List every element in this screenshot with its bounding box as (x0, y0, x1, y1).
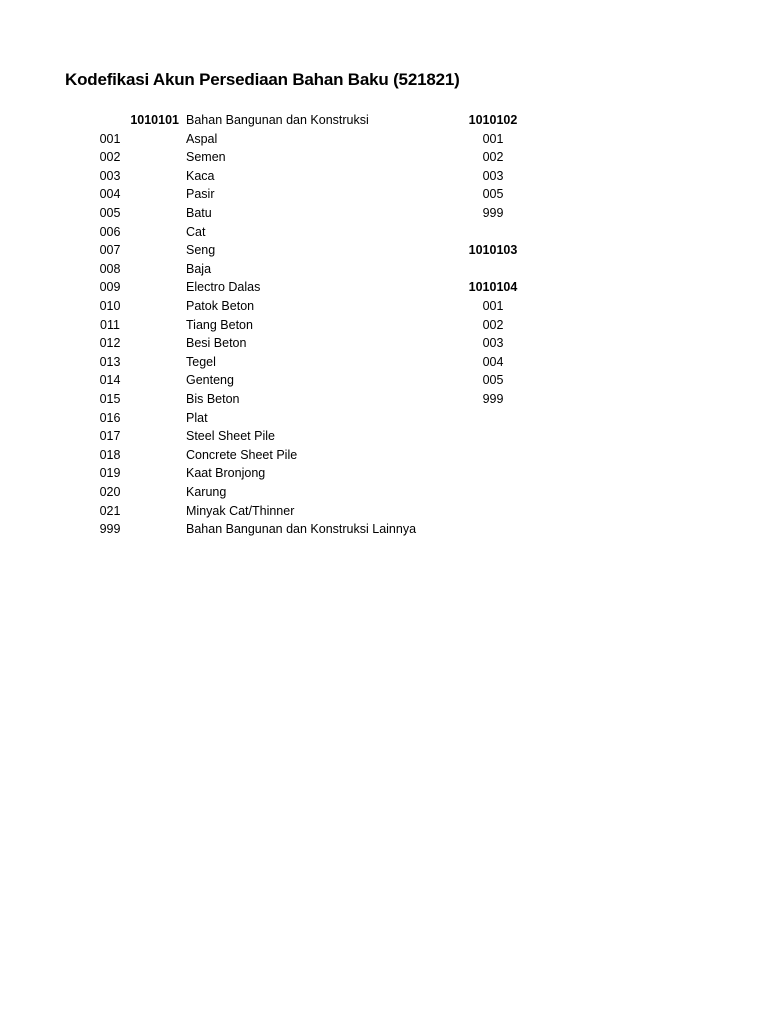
item-code: 002 (99, 150, 121, 165)
right-column-row (0, 278, 768, 297)
table-row (0, 446, 440, 465)
item-code: 021 (99, 503, 121, 518)
table-row (0, 483, 440, 502)
right-item-code: 999 (482, 206, 504, 220)
item-name: Plat (186, 410, 208, 425)
item-name: Concrete Sheet Pile (186, 447, 298, 462)
item-name: Tiang Beton (186, 317, 253, 332)
right-item-code: 002 (482, 317, 504, 332)
right-column-row (0, 111, 768, 130)
right-item-code: 005 (482, 187, 504, 202)
right-item-code: 999 (482, 392, 504, 406)
right-group-code: 1010103 (468, 243, 518, 258)
item-code: 018 (99, 447, 121, 462)
right-item-code: 003 (482, 336, 504, 351)
item-code: 019 (99, 466, 121, 481)
right-column-row (0, 353, 768, 372)
right-column-row (0, 148, 768, 167)
table-row (0, 520, 440, 539)
right-column-row (0, 223, 768, 242)
item-name: Bis Beton (186, 392, 240, 406)
item-code: 010 (99, 299, 121, 313)
item-code: 017 (99, 429, 121, 444)
item-code: 007 (99, 243, 121, 258)
table-row (0, 464, 440, 483)
item-name: Karung (186, 485, 227, 499)
item-code: 009 (99, 280, 121, 295)
right-item-code: 001 (482, 131, 504, 146)
item-name: Pasir (186, 187, 215, 202)
right-column-row (0, 204, 768, 223)
item-name: Kaat Bronjong (186, 466, 266, 481)
right-group-code: 1010104 (468, 280, 518, 295)
table-row (0, 502, 440, 521)
right-column-row (0, 297, 768, 316)
item-code: 013 (99, 354, 121, 369)
item-name: Batu (186, 206, 212, 220)
right-column-row (0, 260, 768, 279)
right-item-code: 005 (482, 373, 504, 388)
right-column-row (0, 371, 768, 390)
item-code: 003 (99, 168, 121, 183)
right-column-row (0, 390, 768, 409)
page-title: Kodefikasi Akun Persediaan Bahan Baku (521821) (65, 70, 460, 89)
item-code: 020 (99, 485, 121, 499)
item-name: Kaca (186, 168, 215, 183)
right-group-code: 1010102 (468, 113, 518, 127)
item-name: Semen (186, 150, 226, 165)
item-name: Baja (186, 261, 212, 276)
item-code: 011 (100, 317, 120, 332)
group-name: Bahan Bangunan dan Konstruksi (186, 113, 369, 127)
item-name: Patok Beton (186, 299, 255, 313)
right-item-code: 002 (482, 150, 504, 165)
item-code: 005 (99, 206, 121, 220)
item-name: Seng (186, 243, 216, 258)
table-row (0, 409, 440, 428)
item-code: 012 (99, 336, 121, 351)
item-name: Electro Dalas (186, 280, 261, 295)
right-item-code: 004 (482, 354, 504, 369)
right-column-row (0, 185, 768, 204)
table-row (0, 427, 440, 446)
item-code: 001 (99, 131, 121, 146)
group-code: 1010101 (130, 113, 179, 127)
right-column-row (0, 316, 768, 335)
right-column-row (0, 241, 768, 260)
item-code: 008 (99, 261, 121, 276)
item-name: Tegel (186, 354, 216, 369)
item-code: 016 (99, 410, 121, 425)
item-name: Genteng (186, 373, 234, 388)
item-name: Cat (186, 224, 206, 239)
item-name: Bahan Bangunan dan Konstruksi Lainnya (186, 522, 417, 537)
item-code: 006 (99, 224, 121, 239)
item-name: Steel Sheet Pile (186, 429, 275, 444)
item-code: 999 (99, 522, 121, 537)
item-code: 015 (99, 392, 121, 406)
right-item-code: 003 (482, 168, 504, 183)
item-name: Minyak Cat/Thinner (186, 503, 295, 518)
item-name: Aspal (186, 131, 218, 146)
item-code: 014 (99, 373, 121, 388)
right-column-row (0, 167, 768, 186)
right-column-row (0, 334, 768, 353)
item-code: 004 (99, 187, 121, 202)
right-item-code: 001 (482, 299, 504, 313)
item-name: Besi Beton (186, 336, 247, 351)
right-column-row (0, 130, 768, 149)
